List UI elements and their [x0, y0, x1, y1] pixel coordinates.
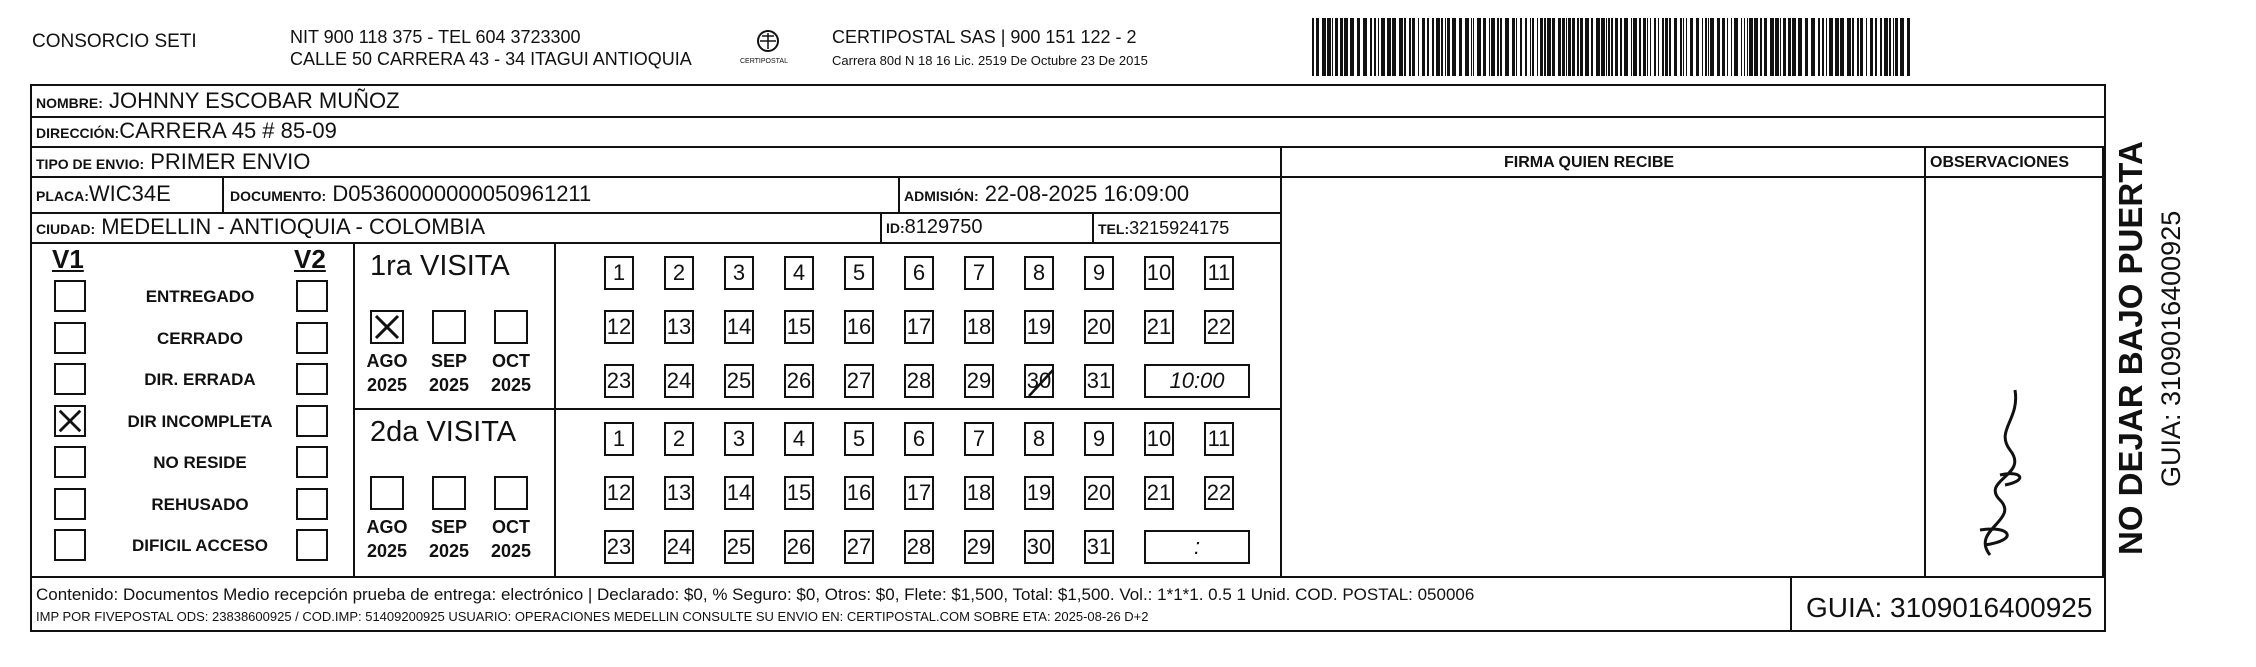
day-box[interactable]: 23 [604, 364, 634, 398]
barcode-bar [1477, 18, 1481, 76]
day-box[interactable]: 22 [1204, 310, 1234, 344]
day-box[interactable]: 20 [1084, 310, 1114, 344]
month-checkbox[interactable] [494, 310, 528, 344]
barcode-bar [1473, 18, 1474, 76]
month-label: SEP [430, 351, 468, 371]
barcode-bar [1392, 18, 1396, 76]
barcode-bar [1633, 18, 1637, 76]
barcode-bar [1734, 18, 1738, 76]
day-box[interactable]: 17 [904, 310, 934, 344]
day-box[interactable]: 19 [1024, 310, 1054, 344]
day-box[interactable]: 31 [1084, 364, 1114, 398]
barcode-bar [1710, 18, 1714, 76]
form-frame [30, 84, 2106, 632]
barcode-bar [1884, 18, 1888, 76]
day-box[interactable]: 1 [604, 422, 634, 456]
barcode-bar [1702, 18, 1703, 76]
day-box[interactable]: 6 [904, 256, 934, 290]
barcode-bar [1445, 18, 1446, 76]
barcode-bar [1631, 18, 1632, 76]
day-box[interactable]: 21 [1144, 310, 1174, 344]
barcode-bar [1683, 18, 1684, 76]
day-box[interactable]: 19 [1024, 476, 1054, 510]
tel-label: TEL: [1098, 221, 1130, 237]
v2-checkbox[interactable] [296, 363, 328, 395]
day-box[interactable]: 28 [904, 364, 934, 398]
barcode-bar [1580, 18, 1583, 76]
visit-title: 2da VISITA [370, 416, 517, 448]
barcode-bar [1540, 18, 1543, 76]
barcode-bar [1436, 18, 1440, 76]
observations-label: OBSERVACIONES [1930, 154, 2069, 171]
barcode-bar [1611, 18, 1613, 76]
barcode-bar [1835, 18, 1839, 76]
barcode-bar [1516, 18, 1517, 76]
v2-checkbox[interactable] [296, 529, 328, 561]
barcode-bar [1441, 18, 1443, 76]
footer-guia: GUIA: 3109016400925 [1806, 592, 2093, 623]
barcode-bar [1497, 18, 1499, 76]
barcode-bar [1387, 18, 1391, 76]
day-box[interactable]: 27 [844, 364, 874, 398]
recipient-name: JOHNNY ESCOBAR MUÑOZ [109, 88, 400, 113]
barcode-bar [1404, 18, 1406, 76]
barcode-bar [1566, 18, 1567, 76]
status-label: DIR INCOMPLETA [127, 411, 273, 431]
barcode-bar [1686, 18, 1687, 76]
barcode-bar [1418, 18, 1419, 76]
barcode-bar [1889, 18, 1891, 76]
day-box[interactable]: 30 [1024, 364, 1054, 398]
status-label: REHUSADO [151, 494, 249, 514]
barcode-bar [1780, 18, 1781, 76]
barcode-bar [1562, 18, 1565, 76]
barcode-bar [1572, 18, 1575, 76]
barcode-bar [1327, 18, 1331, 76]
barcode-bar [1895, 18, 1898, 76]
barcode-bar [1363, 18, 1367, 76]
day-box[interactable]: 20 [1084, 476, 1114, 510]
barcode-bar [1857, 18, 1859, 76]
year-label: 2025 [366, 541, 408, 561]
day-box[interactable]: 9 [1084, 422, 1114, 456]
barcode-bar [1577, 18, 1579, 76]
company-name: CONSORCIO SETI [32, 31, 197, 52]
barcode-bar [1669, 18, 1671, 76]
day-box[interactable]: 28 [904, 530, 934, 564]
status-label: DIR. ERRADA [144, 370, 256, 389]
day-box[interactable]: 29 [964, 530, 994, 564]
day-box[interactable]: 4 [784, 256, 814, 290]
month-checkbox[interactable] [370, 476, 404, 510]
address-label: DIRECCIÓN: [36, 125, 120, 141]
day-box[interactable]: 30 [1024, 530, 1054, 564]
barcode-bar [1847, 18, 1851, 76]
barcode-bar [1489, 18, 1490, 76]
barcode-bar [1866, 18, 1867, 76]
barcode-bar [1432, 18, 1434, 76]
certipostal-logo [740, 24, 796, 70]
month-checkbox[interactable] [370, 310, 404, 344]
barcode-bar [1350, 18, 1354, 76]
admission-label: ADMISIÓN: [904, 188, 979, 204]
barcode-bar [1606, 18, 1607, 76]
day-box[interactable]: 15 [784, 476, 814, 510]
barcode-bar [1568, 18, 1571, 76]
barcode-bar [1900, 18, 1904, 76]
barcode-bar [1452, 18, 1456, 76]
month-label: SEP [430, 517, 468, 537]
barcode-bar [1650, 18, 1651, 76]
day-box[interactable]: 26 [784, 364, 814, 398]
barcode-bar [1639, 18, 1641, 76]
day-box[interactable]: 2 [664, 422, 694, 456]
v2-label: V2 [294, 244, 326, 274]
barcode-bar [1624, 18, 1628, 76]
barcode-bar [1335, 18, 1338, 76]
barcode-bar [1783, 18, 1786, 76]
day-box[interactable]: 14 [724, 310, 754, 344]
barcode-bar [1412, 18, 1415, 76]
day-box[interactable]: 12 [604, 476, 634, 510]
v2-checkbox[interactable] [296, 488, 328, 520]
day-box[interactable]: 6 [904, 422, 934, 456]
barcode-bar [1520, 18, 1522, 76]
barcode-bar [1530, 18, 1531, 76]
day-box[interactable]: 5 [844, 256, 874, 290]
barcode-bar [1696, 18, 1699, 76]
barcode-bar [1471, 18, 1472, 76]
barcode [1312, 18, 1912, 76]
barcode-bar [1880, 18, 1882, 76]
barcode-bar [1788, 18, 1791, 76]
v2-checkbox[interactable] [296, 446, 328, 478]
barcode-bar [1370, 18, 1372, 76]
visit-title: 1ra VISITA [370, 250, 510, 282]
month-checkbox[interactable] [432, 476, 466, 510]
tel-value: 3215924175 [1129, 218, 1230, 238]
v1-checkbox[interactable] [54, 488, 86, 520]
barcode-bar [1662, 18, 1664, 76]
barcode-bar [1811, 18, 1815, 76]
barcode-bar [1792, 18, 1796, 76]
doc-label: DOCUMENTO: [230, 188, 327, 204]
barcode-bar [1705, 18, 1707, 76]
day-box[interactable]: 11 [1204, 256, 1234, 290]
status-label: DIFICIL ACCESO [131, 536, 268, 555]
barcode-bar [1826, 18, 1827, 76]
barcode-bar [1591, 18, 1593, 76]
day-box[interactable]: 5 [844, 422, 874, 456]
barcode-bar [1860, 18, 1863, 76]
day-box[interactable]: 27 [844, 530, 874, 564]
day-box[interactable]: 3 [724, 256, 754, 290]
v1-checkbox[interactable] [54, 405, 86, 437]
day-box[interactable]: 25 [724, 530, 754, 564]
barcode-bar [1754, 18, 1758, 76]
v2-checkbox[interactable] [296, 280, 328, 312]
city-value: MEDELLIN - ANTIOQUIA - COLOMBIA [101, 214, 486, 239]
barcode-bar [1749, 18, 1753, 76]
address-line: CALLE 50 CARRERA 43 - 34 ITAGUI ANTIOQUIA [290, 49, 692, 69]
signature-scribble [1960, 380, 2050, 560]
year-label: 2025 [428, 541, 470, 561]
day-box[interactable]: 8 [1024, 422, 1054, 456]
barcode-bar [1654, 18, 1656, 76]
recipient-address: CARRERA 45 # 85-09 [119, 118, 337, 143]
barcode-bar [1505, 18, 1509, 76]
time-box[interactable]: : [1144, 530, 1250, 564]
barcode-bar [1465, 18, 1469, 76]
barcode-bar [1500, 18, 1502, 76]
barcode-bar [1798, 18, 1802, 76]
day-box[interactable]: 14 [724, 476, 754, 510]
admission-value: 22-08-2025 16:09:00 [984, 181, 1190, 206]
day-box[interactable]: 3 [724, 422, 754, 456]
id-label: ID: [886, 220, 905, 236]
barcode-bar [1483, 18, 1486, 76]
day-box[interactable]: 16 [844, 310, 874, 344]
day-box[interactable]: 11 [1204, 422, 1234, 456]
v1-checkbox[interactable] [54, 529, 86, 561]
day-box[interactable]: 13 [664, 310, 694, 344]
barcode-bar [1399, 18, 1403, 76]
barcode-bar [1596, 18, 1600, 76]
barcode-bar [1601, 18, 1605, 76]
barcode-bar [1332, 18, 1333, 76]
barcode-bar [1852, 18, 1854, 76]
v2-checkbox[interactable] [296, 322, 328, 354]
barcode-bar [1805, 18, 1808, 76]
month-label: AGO [366, 351, 408, 371]
month-label: OCT [492, 351, 530, 371]
status-label: ENTREGADO [145, 287, 255, 306]
day-box[interactable]: 26 [784, 530, 814, 564]
barcode-bar [1722, 18, 1725, 76]
barcode-bar [1409, 18, 1411, 76]
day-box[interactable]: 24 [664, 530, 694, 564]
day-box[interactable]: 8 [1024, 256, 1054, 290]
barcode-bar [1427, 18, 1429, 76]
day-box[interactable]: 18 [964, 310, 994, 344]
courier-line: CERTIPOSTAL SAS | 900 151 122 - 2 [832, 27, 1137, 47]
year-label: 2025 [490, 541, 532, 561]
nit-line: NIT 900 118 375 - TEL 604 3723300 [290, 27, 581, 47]
barcode-bar [1680, 18, 1682, 76]
id-value: 8129750 [904, 216, 983, 238]
barcode-bar [1459, 18, 1462, 76]
barcode-bar [1674, 18, 1677, 76]
status-label: CERRADO [157, 328, 243, 348]
barcode-bar [1340, 18, 1343, 76]
barcode-bar [1620, 18, 1622, 76]
barcode-bar [1829, 18, 1833, 76]
barcode-bar [1552, 18, 1555, 76]
city-label: CIUDAD: [36, 221, 96, 237]
v1-checkbox[interactable] [54, 322, 86, 354]
name-label: NOMBRE: [36, 95, 103, 111]
barcode-bar [1374, 18, 1376, 76]
barcode-bar [1357, 18, 1360, 76]
footer-imp: IMP POR FIVEPOSTAL ODS: 23838600925 / COD.IMP: 51409200925 USUARIO: OPERACIONES MEDELLIN CONSULTE SU ENVIO EN: CERTIPOSTAL.COM SOBRE ETA: 2025-08-26 D+2 [36, 609, 1149, 624]
time-box[interactable]: 10:00 [1144, 364, 1250, 398]
barcode-bar [1731, 18, 1732, 76]
v2-checkbox[interactable] [296, 405, 328, 437]
barcode-bar [1665, 18, 1668, 76]
day-box[interactable]: 21 [1144, 476, 1174, 510]
barcode-bar [1422, 18, 1425, 76]
barcode-bar [1647, 18, 1648, 76]
day-box[interactable]: 13 [664, 476, 694, 510]
barcode-bar [1585, 18, 1589, 76]
footer-content: Contenido: Documentos Medio recepción prueba de entrega: electrónico | Declarado: $0, % Seguro: $0, Otros: $0, Flete: $1,500, Total: $1,500. Vol.: 1*1*1. 0.5 1 Unid. COD. POSTAL: 050006 [36, 585, 1475, 604]
plate-value: WIC34E [88, 181, 171, 206]
v1-label: V1 [52, 244, 84, 274]
barcode-bar [1547, 18, 1551, 76]
month-label: OCT [492, 517, 530, 537]
day-box[interactable]: 10 [1144, 256, 1174, 290]
logo-text: CERTIPOSTAL [740, 58, 788, 65]
year-label: 2025 [366, 375, 408, 395]
barcode-bar [1316, 18, 1319, 76]
barcode-bar [1690, 18, 1693, 76]
barcode-bar [1727, 18, 1728, 76]
month-checkbox[interactable] [432, 310, 466, 344]
day-box[interactable]: 29 [964, 364, 994, 398]
barcode-bar [1537, 18, 1538, 76]
barcode-bar [1322, 18, 1326, 76]
plate-label: PLACA: [36, 188, 89, 204]
status-label: NO RESIDE [153, 453, 247, 472]
day-box[interactable]: 12 [604, 310, 634, 344]
day-box[interactable]: 1 [604, 256, 634, 290]
barcode-bar [1643, 18, 1646, 76]
day-box[interactable]: 18 [964, 476, 994, 510]
barcode-bar [1491, 18, 1495, 76]
v1-checkbox[interactable] [54, 280, 86, 312]
doc-value: D05360000000050961211 [332, 181, 592, 206]
day-box[interactable]: 7 [964, 422, 994, 456]
day-box[interactable]: 31 [1084, 530, 1114, 564]
barcode-bar [1708, 18, 1709, 76]
barcode-bar [1764, 18, 1767, 76]
day-box[interactable]: 2 [664, 256, 694, 290]
day-box[interactable]: 15 [784, 310, 814, 344]
type-label: TIPO DE ENVIO: [36, 156, 145, 172]
barcode-bar [1658, 18, 1659, 76]
barcode-bar [1615, 18, 1618, 76]
barcode-bar [1608, 18, 1610, 76]
v1-checkbox[interactable] [54, 446, 86, 478]
barcode-bar [1312, 18, 1314, 76]
month-label: AGO [366, 517, 408, 537]
barcode-bar [1741, 18, 1742, 76]
day-box[interactable]: 7 [964, 256, 994, 290]
shipment-type: PRIMER ENVIO [150, 149, 311, 174]
barcode-bar [1717, 18, 1720, 76]
day-box[interactable]: 25 [724, 364, 754, 398]
v1-checkbox[interactable] [54, 363, 86, 395]
day-box[interactable]: 24 [664, 364, 694, 398]
barcode-bar [1893, 18, 1894, 76]
barcode-bar [1747, 18, 1748, 76]
barcode-bar [1378, 18, 1379, 76]
barcode-bar [1447, 18, 1450, 76]
day-box[interactable]: 22 [1204, 476, 1234, 510]
barcode-bar [1512, 18, 1515, 76]
day-box[interactable]: 9 [1084, 256, 1114, 290]
side-warning: NO DEJAR BAJO PUERTA [2112, 141, 2149, 555]
barcode-bar [1525, 18, 1527, 76]
barcode-bar [1744, 18, 1745, 76]
barcode-bar [1544, 18, 1546, 76]
barcode-bar [1770, 18, 1774, 76]
barcode-bar [1760, 18, 1762, 76]
year-label: 2025 [428, 375, 470, 395]
barcode-bar [1344, 18, 1348, 76]
signature-label: FIRMA QUIEN RECIBE [1504, 154, 1675, 171]
barcode-bar [1558, 18, 1561, 76]
barcode-bar [1775, 18, 1779, 76]
barcode-bar [1381, 18, 1385, 76]
barcode-bar [1822, 18, 1824, 76]
month-checkbox[interactable] [494, 476, 528, 510]
day-box[interactable]: 23 [604, 530, 634, 564]
barcode-bar [1870, 18, 1873, 76]
year-label: 2025 [490, 375, 532, 395]
courier-sub: Carrera 80d N 18 16 Lic. 2519 De Octubre 23 De 2015 [832, 53, 1148, 68]
barcode-bar [1907, 18, 1910, 76]
barcode-bar [1875, 18, 1877, 76]
day-box[interactable]: 17 [904, 476, 934, 510]
side-guia: GUIA: 3109016400925 [2156, 210, 2186, 487]
day-box[interactable]: 16 [844, 476, 874, 510]
barcode-bar [1532, 18, 1534, 76]
barcode-bar [1840, 18, 1844, 76]
barcode-bar [1818, 18, 1820, 76]
day-box[interactable]: 10 [1144, 422, 1174, 456]
day-box[interactable]: 4 [784, 422, 814, 456]
